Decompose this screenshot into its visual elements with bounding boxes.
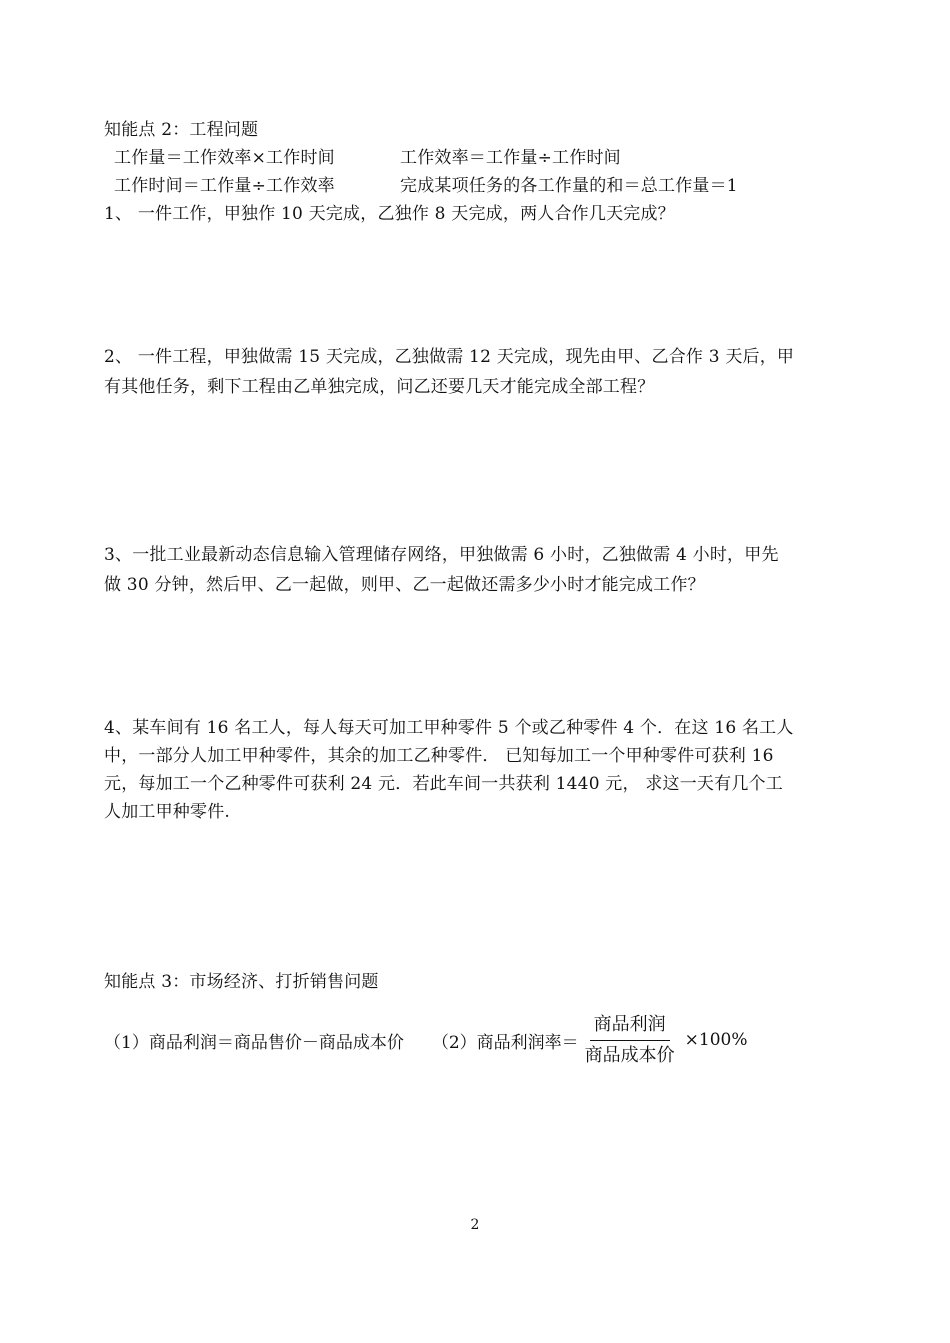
section3-heading: 知能点 3：市场经济、打折销售问题 [104,972,379,992]
formula-work-time: 工作时间＝工作量÷工作效率 [114,176,335,196]
fraction-numerator: 商品利润 [590,1013,670,1041]
section2-heading: 知能点 2：工程问题 [104,120,259,140]
question-2-line-2: 有其他任务，剩下工程由乙单独完成，问乙还要几天才能完成全部工程？ [104,377,655,397]
profit-formulas [104,1010,748,1070]
profit-rate-fraction [581,1013,679,1068]
question-4-line-2: 中，一部分人加工甲种零件，其余的加工乙种零件． 已知每加工一个甲种零件可获利 16 [104,746,774,766]
question-3-line-2: 做 30 分钟，然后甲、乙一起做，则甲、乙一起做还需多少小时才能完成工作？ [104,575,705,595]
profit-rate-prefix: （2）商品利润率＝ [431,1032,579,1053]
formula-total-work: 完成某项任务的各工作量的和＝总工作量＝1 [400,176,738,196]
formula-work-efficiency: 工作效率＝工作量÷工作时间 [400,148,621,168]
formula-work-amount: 工作量＝工作效率×工作时间 [114,148,335,168]
question-2-line-1: 2、 一件工程，甲独做需 15 天完成，乙独做需 12 天完成，现先由甲、乙合作 3 天后，甲 [104,347,795,367]
profit-rate-suffix: ×100% [684,1030,748,1050]
question-4-line-1: 4、某车间有 16 名工人，每人每天可加工甲种零件 5 个或乙种零件 4 个．在这 16 名工人 [104,718,794,738]
profit-formula: （1）商品利润＝商品售价－商品成本价 [104,1032,404,1053]
page-number: 2 [470,1217,480,1233]
question-1: 1、 一件工作，甲独作 10 天完成，乙独作 8 天完成，两人合作几天完成？ [104,204,675,224]
question-3-line-1: 3、一批工业最新动态信息输入管理储存网络，甲独做需 6 小时，乙独做需 4 小时，甲先 [104,545,779,565]
fraction-denominator: 商品成本价 [584,1044,675,1066]
question-4-line-4: 人加工甲种零件. [104,802,231,822]
question-4-line-3: 元，每加工一个乙种零件可获利 24 元．若此车间一共获利 1440 元， 求这一天有几个工 [104,774,783,794]
